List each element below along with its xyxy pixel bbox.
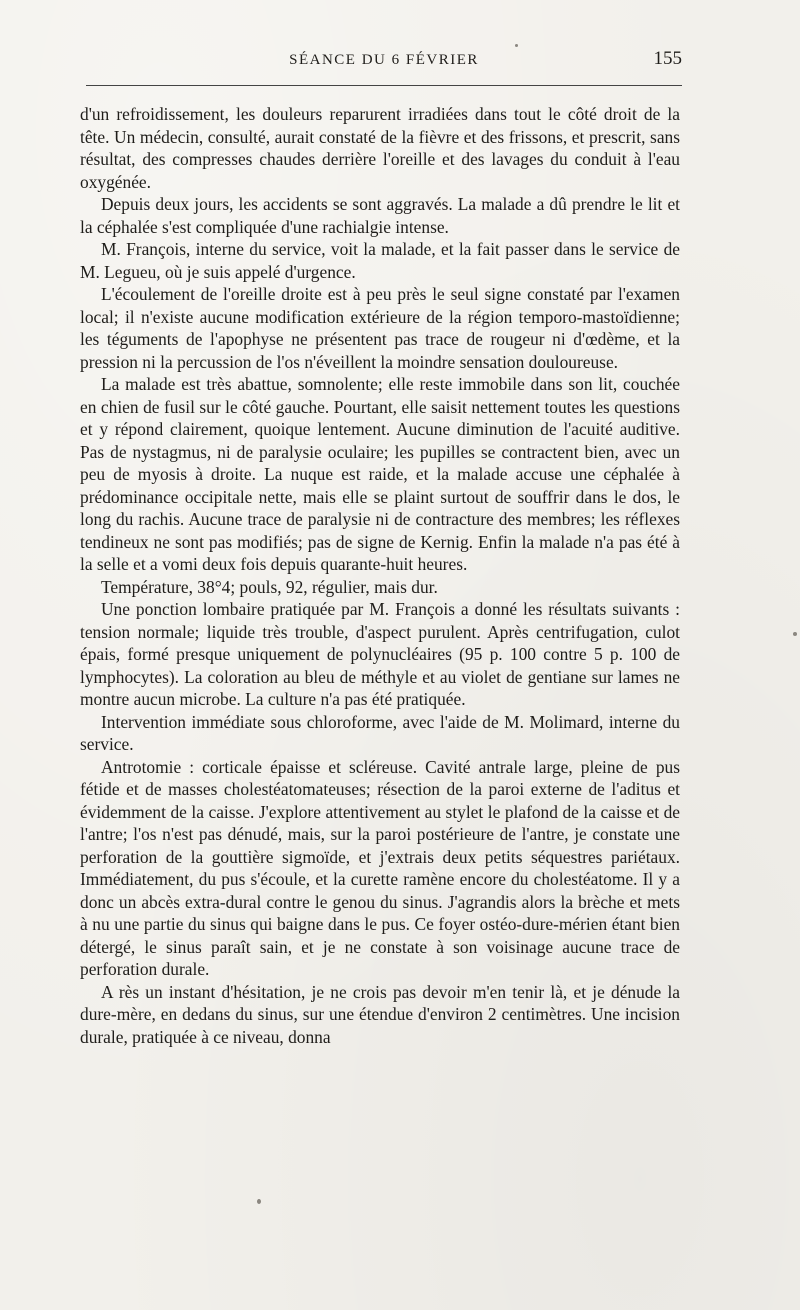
paragraph: Température, 38°4; pouls, 92, régulier, mais dur. — [101, 576, 438, 597]
paragraph: Antrotomie : corticale épaisse et scléreuse. Cavité antrale large, pleine de pus fétide et de masses cholestéatomateuses; résection de la paroi externe de l'aditus et évidemment de la caisse. J'explore attentivement au stylet le plafond de la caisse et de l'antre; l'os n'est pas dénudé, mais, sur la paroi postérieure de l'antre, je constate une perforation de la gouttière sigmoïde, et j'extrais deux petits séquestres pariétaux. Immédiatement, du pus s'écoule, et la curette ramène encore du cholestéatome. Il y a donc un abcès extra-dural contre le genou du sinus. J'agrandis alors la brèche et mets à nu une partie du sinus qui baigne dans le pus. Ce foyer ostéo-dure-mérien étant bien détergé, le sinus paraît sain, et je ne constate à son voisinage aucune trace de perforation durale. — [80, 756, 680, 979]
header-rule — [86, 85, 682, 86]
paragraph: Depuis deux jours, les accidents se sont aggravés. La malade a dû prendre le lit et la céphalée s'est compliquée d'une rachialgie intense. — [80, 194, 680, 237]
paragraph-continued: d'un refroidissement, les douleurs reparurent irradiées dans tout le côté droit de la tête. Un médecin, consulté, aurait constaté de la fièvre et des frissons, et prescrit, sans résultat, des compresses chaudes derrière l'oreille et des lavages du conduit à l'eau oxygénée. — [80, 104, 680, 192]
running-head — [86, 48, 682, 72]
running-title: SÉANCE DU 6 FÉVRIER — [289, 52, 479, 68]
paragraph: Une ponction lombaire pratiquée par M. François a donné les résultats suivants : tension normale; liquide très trouble, d'aspect purulent. Après centrifugation, culot épais, formé presque uniquement de polynucléaires (95 p. 100 contre 5 p. 100 de lymphocytes). La coloration au bleu de méthyle et au violet de gentiane sur lames ne montre aucun microbe. La culture n'a pas été pratiquée. — [80, 599, 680, 709]
paragraph: L'écoulement de l'oreille droite est à peu près le seul signe constaté par l'examen local; il n'existe aucune modification extérieure de la région temporo-mastoïdienne; les téguments de l'apophyse ne présentent pas trace de rougeur ni d'œdème, et la pression ni la percussion de l'os n'éveillent la moindre sensation douloureuse. — [80, 284, 680, 372]
paper-speck — [515, 44, 518, 47]
paper-speck — [793, 632, 797, 636]
paper-speck — [257, 1199, 261, 1204]
body-text — [80, 103, 680, 1048]
paragraph: A rès un instant d'hésitation, je ne crois pas devoir m'en tenir là, et je dénude la dure-mère, en dedans du sinus, sur une étendue d'environ 2 centimètres. Une incision durale, pratiquée à ce niveau, donna — [80, 981, 680, 1047]
paragraph: M. François, interne du service, voit la malade, et la fait passer dans le service de M. Legueu, où je suis appelé d'urgence. — [80, 239, 680, 282]
page-number: 155 — [653, 48, 682, 69]
paragraph: La malade est très abattue, somnolente; elle reste immobile dans son lit, couchée en chien de fusil sur le côté gauche. Pourtant, elle saisit nettement toutes les questions et y répond clairement, quoique lentement. Aucune diminution de l'acuité auditive. Pas de nystagmus, ni de paralysie oculaire; les pupilles se contractent bien, avec un peu de myosis à droite. La nuque est raide, et la malade accuse une céphalée à prédominance occipitale nette, mais elle se plaint surtout de souffrir dans le dos, le long du rachis. Aucune trace de paralysie ni de contracture des membres; les réflexes tendineux ne sont pas modifiés; pas de signe de Kernig. Enfin la malade n'a pas été à la selle et a vomi deux fois depuis quarante-huit heures. — [80, 374, 680, 574]
paragraph: Intervention immédiate sous chloroforme, avec l'aide de M. Molimard, interne du service. — [80, 711, 680, 754]
